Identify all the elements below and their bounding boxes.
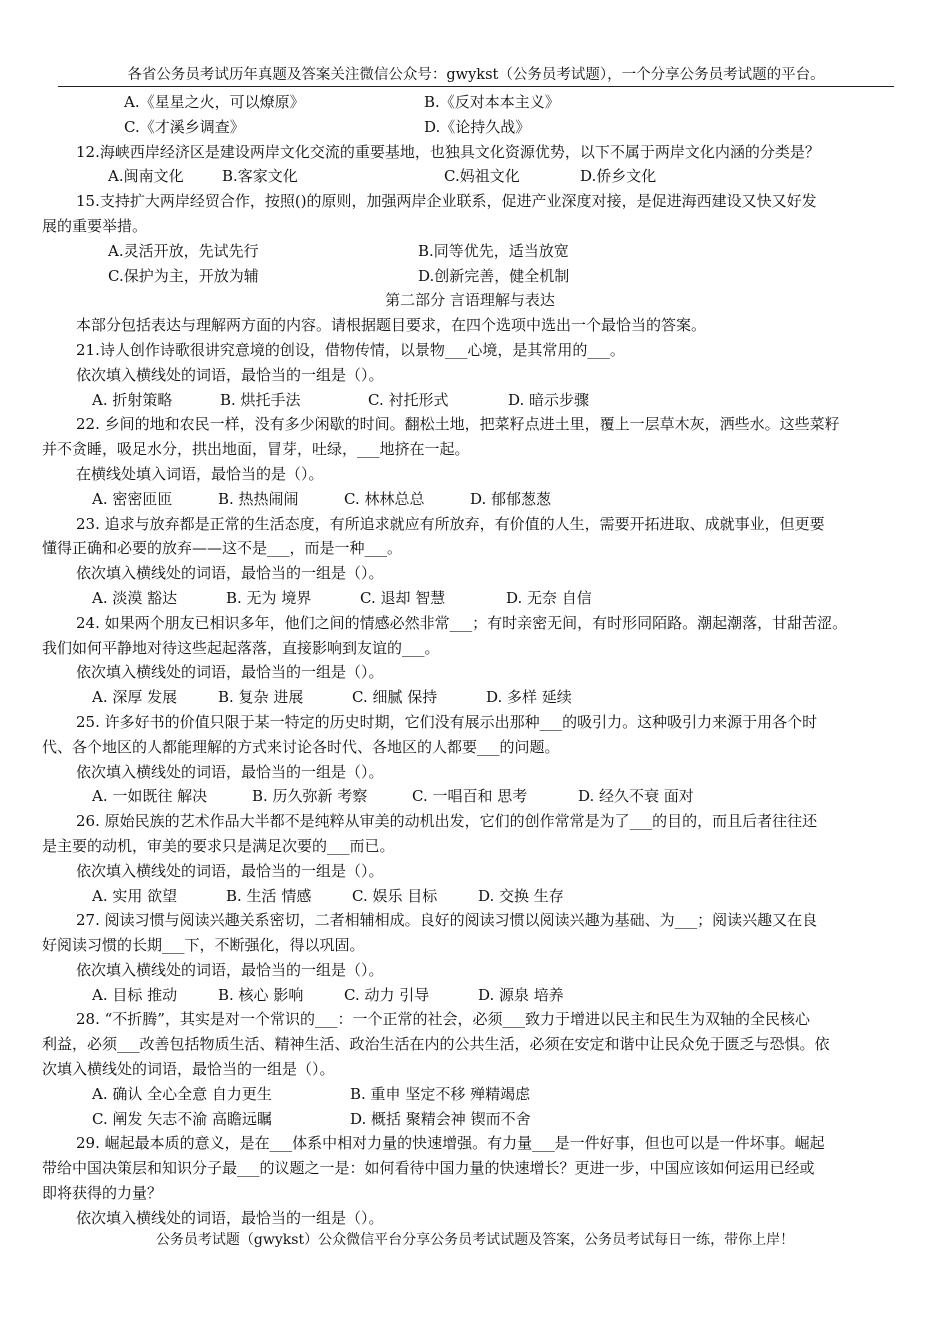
option: A. 深厚 发展 [92,688,178,707]
page-footer: 公务员考试题（gwykst）公众微信平台分享公务员考试试题及答案，公务员考试每日一练，带你上岸！ [155,1232,795,1248]
option: D. 郁郁葱葱 [470,489,552,508]
option: B. 生活 情感 [226,886,312,905]
question-prompt: 依次填入横线处的词语，最恰当的一组是（）。 [76,762,384,781]
option: A. 折射策略 [92,390,173,409]
option: D. 多样 延续 [486,688,572,707]
option: D.侨乡文化 [580,167,657,186]
option: A. 淡漠 豁达 [92,588,178,607]
option: C. 退却 智慧 [360,588,446,607]
option: A. 目标 推动 [92,985,178,1004]
option: B. 重申 坚定不移 殚精竭虑 [350,1084,531,1103]
question-prompt: 依次填入横线处的词语，最恰当的一组是（）。 [76,663,384,682]
question-prompt: 依次填入横线处的词语，最恰当的一组是（）。 [76,1208,384,1227]
question-stem: 好阅读习惯的长期___下，不断强化，得以巩固。 [42,936,365,955]
question-stem: 并不贪睡，吸足水分，拱出地面，冒芽，吐绿，___地挤在一起。 [42,440,470,459]
q28-options-row-1 [42,1082,898,1107]
question-prompt: 依次填入横线处的词语，最恰当的一组是（）。 [76,960,384,979]
option: D. 经久不衰 面对 [578,787,694,806]
question-stem: 利益，必须___改善包括物质生活、精神生活、政治生活在内的公共生活，必须在安定和谐中让民众免于匮乏与恐惧。依 [42,1035,830,1054]
question-stem: 是主要的动机，审美的要求只是满足次要的___而已。 [42,836,395,855]
option: C. 动力 引导 [344,985,430,1004]
option: A.《星星之火，可以燎原》 [124,93,305,111]
question-stem: 26. 原始民族的艺术作品大半都不是纯粹从审美的动机出发，它们的创作常常是为了___的目的，而且后者往往还 [76,812,818,831]
option: C. 一唱百和 思考 [412,787,528,806]
question-stem: 29. 崛起最本质的意义，是在___体系中相对力量的快速增强。有力量___是一件好事，但也可以是一件坏事。崛起 [76,1134,825,1153]
q21-options [42,388,898,413]
option: A.闽南文化 [108,167,184,186]
question-stem: 带给中国决策层和知识分子最___的议题之一是：如何看待中国力量的快速增长？更进一步，中国应该如何运用已经或 [42,1159,815,1178]
option: C.妈祖文化 [444,167,520,186]
question-stem: 28. “不折腾”，其实是对一个常识的___：一个正常的社会，必须___致力于增进以民主和民生为双轴的全民核心 [76,1010,810,1029]
question-prompt: 依次填入横线处的词语，最恰当的一组是（）。 [76,861,384,880]
question-stem: 即将获得的力量？ [42,1184,163,1203]
q12-options [42,164,898,189]
option: D. 交换 生存 [478,886,564,905]
section-intro: 本部分包括表达与理解两方面的内容。请根据题目要求，在四个选项中选出一个最恰当的答案。 [76,316,707,335]
option: B. 热热闹闹 [218,489,299,508]
question-stem: 21.诗人创作诗歌很讲究意境的创设，借物传情，以景物___心境，是其常用的___。 [76,340,625,359]
question-stem: 27. 阅读习惯与阅读兴趣关系密切，二者相辅相成。良好的阅读习惯以阅读兴趣为基础、为___；阅读兴趣又在良 [76,911,818,930]
q15-options-row-1 [42,239,898,264]
document-body [42,90,898,1231]
option: B. 烘托手法 [220,390,301,409]
q11-options-row-1 [42,90,898,115]
option: A. 密密匝匝 [92,489,173,508]
option: C.保护为主，开放为辅 [108,266,259,285]
option: A. 确认 全心全意 自力更生 [92,1084,272,1103]
question-stem: 25. 许多好书的价值只限于某一特定的历史时期，它们没有展示出那种___的吸引力。这种吸引力来源于用各个时 [76,712,818,731]
question-stem: 展的重要举措。 [42,216,148,235]
option: C. 阐发 矢志不渝 高瞻远瞩 [92,1109,273,1128]
section-title: 第二部分 言语理解与表达 [385,291,555,310]
option: B. 历久弥新 考察 [252,787,368,806]
q15-options-row-2 [42,264,898,289]
q26-options [42,884,898,909]
question-prompt: 在横线处填入词语，最恰当的是（）。 [76,464,324,483]
q11-options-row-2 [42,115,898,140]
option: C. 娱乐 目标 [352,886,438,905]
q23-options [42,586,898,611]
option: B. 复杂 进展 [218,688,304,707]
option: B. 无为 境界 [226,588,312,607]
option: C. 林林总总 [344,489,425,508]
question-stem: 12.海峡西岸经济区是建设两岸文化交流的重要基地，也独具文化资源优势，以下不属于两岸文化内涵的分类是？ [76,142,820,161]
q28-options-row-2 [42,1107,898,1132]
q22-options [42,487,898,512]
option: D.创新完善，健全机制 [418,266,570,285]
question-prompt: 依次填入横线处的词语，最恰当的一组是（）。 [76,365,384,384]
option: D. 暗示步骤 [508,390,590,409]
question-stem: 24. 如果两个朋友已相识多年，他们之间的情感必然非常___；有时亲密无间，有时形同陌路。潮起潮落，甘甜苦涩。 [76,613,848,632]
option: D. 概括 聚精会神 锲而不舍 [350,1109,531,1128]
question-stem: 22. 乡间的地和农民一样，没有多少闲歇的时间。翻松土地，把菜籽点进土里，覆上一层草木灰，洒些水。这些菜籽 [76,415,840,434]
option: C.《才溪乡调查》 [124,117,245,136]
question-stem: 23. 追求与放弃都是正常的生活态度，有所追求就应有所放弃，有价值的人生，需要开拓进取、成就事业，但更要 [76,514,825,533]
question-stem: 我们如何平静地对待这些起起落落，直接影响到友谊的___。 [42,638,440,657]
question-stem: 次填入横线处的词语，最恰当的一组是（）。 [42,1060,335,1079]
question-stem: 15.支持扩大两岸经贸合作，按照()的原则，加强两岸企业联系，促进产业深度对接，是促进海西建设又快又好发 [76,192,817,211]
q25-options [42,784,898,809]
option: B.同等优先，适当放宽 [418,241,569,260]
option: C. 细腻 保持 [352,688,438,707]
option: A.灵活开放，先试先行 [108,241,259,260]
option: D. 无奈 自信 [506,588,592,607]
option: C. 衬托形式 [368,390,449,409]
question-stem: 懂得正确和必要的放弃——这不是___，而是一种___。 [42,539,403,558]
q27-options [42,983,898,1008]
option: B. 核心 影响 [218,985,304,1004]
option: B.《反对本本主义》 [424,93,560,111]
option: A. 一如既往 解决 [92,787,208,806]
question-prompt: 依次填入横线处的词语，最恰当的一组是（）。 [76,564,384,583]
option: B.客家文化 [222,167,298,186]
q24-options [42,685,898,710]
page-header: 各省公务员考试历年真题及答案关注微信公众号：gwykst（公务员考试题），一个分享公务员考试题的平台。 [58,64,894,87]
question-stem: 代、各个地区的人都能理解的方式来讨论各时代、各地区的人都要___的问题。 [42,737,560,756]
option: D. 源泉 培养 [478,985,564,1004]
option: D.《论持久战》 [424,117,531,136]
option: A. 实用 欲望 [92,886,178,905]
